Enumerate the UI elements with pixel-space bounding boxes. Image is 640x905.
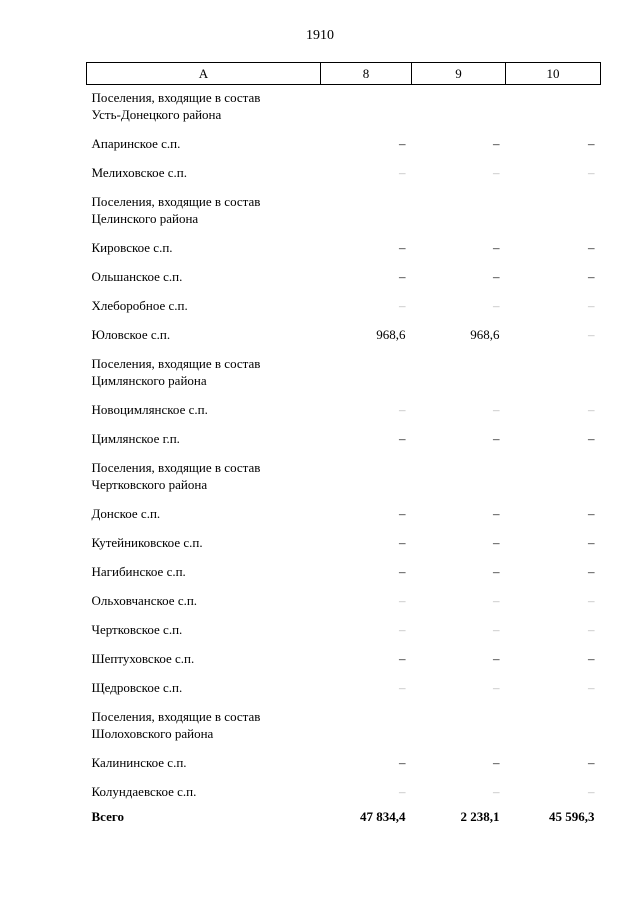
- value-col-8: –: [399, 402, 406, 417]
- group-title: [87, 355, 601, 389]
- value-col-9: –: [493, 269, 500, 284]
- group-title-line2: Цимлянского района: [91, 373, 207, 388]
- group-title-line1: Поселения, входящие в состав: [91, 460, 261, 475]
- table-row: [87, 326, 601, 343]
- table-header-row: [87, 63, 601, 85]
- value-col-10: –: [588, 622, 595, 637]
- total-col-10: 45 596,3: [549, 809, 595, 824]
- table-row: [87, 401, 601, 418]
- value-col-10: –: [588, 680, 595, 695]
- value-col-10: –: [588, 402, 595, 417]
- header-col-9: 9: [412, 63, 506, 85]
- settlement-name: Кутейниковское с.п.: [91, 535, 203, 550]
- settlement-name: Хлеборобное с.п.: [91, 298, 188, 313]
- value-col-10: –: [588, 240, 595, 255]
- value-col-9: –: [493, 431, 500, 446]
- group-header-row: [87, 355, 601, 389]
- value-col-9: –: [493, 622, 500, 637]
- table-row: [87, 563, 601, 580]
- value-col-8: –: [399, 622, 406, 637]
- table-row: [87, 164, 601, 181]
- table-row: [87, 679, 601, 696]
- value-col-10: –: [588, 269, 595, 284]
- value-col-10: –: [588, 564, 595, 579]
- value-col-8: –: [399, 240, 406, 255]
- value-col-8: –: [399, 564, 406, 579]
- group-title: [87, 708, 601, 742]
- table-row: [87, 592, 601, 609]
- total-row: [87, 808, 601, 825]
- settlement-name: Кировское с.п.: [91, 240, 173, 255]
- group-header-row: [87, 89, 601, 123]
- settlement-name: Щедровское с.п.: [91, 680, 183, 695]
- value-col-10: –: [588, 136, 595, 151]
- value-col-9: –: [493, 535, 500, 550]
- value-col-8: 968,6: [376, 327, 406, 342]
- settlement-name: Нагибинское с.п.: [91, 564, 186, 579]
- value-col-8: –: [399, 593, 406, 608]
- total-col-9: 2 238,1: [460, 809, 500, 824]
- group-title-line2: Чертковского района: [91, 477, 208, 492]
- settlement-name: Ольховчанское с.п.: [91, 593, 198, 608]
- settlement-name: Новоцимлянское с.п.: [91, 402, 208, 417]
- value-col-8: –: [399, 755, 406, 770]
- table-row: [87, 650, 601, 667]
- table-row: [87, 505, 601, 522]
- value-col-10: –: [588, 651, 595, 666]
- page-number: 1910: [306, 28, 334, 43]
- budget-table: [86, 62, 601, 825]
- value-col-10: –: [588, 431, 595, 446]
- group-header-row: [87, 193, 601, 227]
- value-col-9: –: [493, 755, 500, 770]
- group-title: [87, 89, 601, 123]
- settlement-name: Мелиховское с.п.: [91, 165, 188, 180]
- value-col-9: –: [493, 402, 500, 417]
- header-col-8: 8: [321, 63, 412, 85]
- settlement-name: Калининское с.п.: [91, 755, 187, 770]
- value-col-9: –: [493, 240, 500, 255]
- value-col-9: –: [493, 506, 500, 521]
- settlement-name: Донское с.п.: [91, 506, 161, 521]
- header-col-a: А: [87, 63, 321, 85]
- group-header-row: [87, 459, 601, 493]
- value-col-8: –: [399, 506, 406, 521]
- settlement-name: Шептуховское с.п.: [91, 651, 195, 666]
- value-col-8: –: [399, 651, 406, 666]
- value-col-10: –: [588, 298, 595, 313]
- settlement-name: Колундаевское с.п.: [91, 784, 197, 799]
- value-col-10: –: [588, 535, 595, 550]
- total-col-8: 47 834,4: [360, 809, 406, 824]
- table-row: [87, 430, 601, 447]
- group-title-line1: Поселения, входящие в состав: [91, 90, 261, 105]
- settlement-name: Чертковское с.п.: [91, 622, 183, 637]
- value-col-8: –: [399, 431, 406, 446]
- table-body: [87, 85, 601, 826]
- value-col-9: –: [493, 136, 500, 151]
- group-title-line2: Шолоховского района: [91, 726, 214, 741]
- value-col-10: –: [588, 755, 595, 770]
- value-col-9: –: [493, 784, 500, 799]
- table-row: [87, 534, 601, 551]
- value-col-9: –: [493, 564, 500, 579]
- value-col-10: –: [588, 327, 595, 342]
- value-col-10: –: [588, 593, 595, 608]
- value-col-8: –: [399, 269, 406, 284]
- value-col-8: –: [399, 680, 406, 695]
- table-row: [87, 297, 601, 314]
- value-col-9: –: [493, 298, 500, 313]
- table-row: [87, 268, 601, 285]
- settlement-name: Цимлянское г.п.: [91, 431, 180, 446]
- value-col-10: –: [588, 165, 595, 180]
- value-col-10: –: [588, 784, 595, 799]
- value-col-8: –: [399, 298, 406, 313]
- header-col-10: 10: [506, 63, 601, 85]
- group-title: [87, 193, 601, 227]
- table-row: [87, 754, 601, 771]
- value-col-9: –: [493, 165, 500, 180]
- value-col-8: –: [399, 136, 406, 151]
- value-col-8: –: [399, 165, 406, 180]
- group-header-row: [87, 708, 601, 742]
- value-col-8: –: [399, 784, 406, 799]
- group-title-line1: Поселения, входящие в состав: [91, 356, 261, 371]
- group-title-line2: Целинского района: [91, 211, 199, 226]
- value-col-8: –: [399, 535, 406, 550]
- group-title-line1: Поселения, входящие в состав: [91, 709, 261, 724]
- total-label: Всего: [91, 809, 124, 824]
- group-title: [87, 459, 601, 493]
- value-col-9: –: [493, 651, 500, 666]
- table-row: [87, 783, 601, 800]
- value-col-9: –: [493, 680, 500, 695]
- table-row: [87, 239, 601, 256]
- value-col-9: –: [493, 593, 500, 608]
- value-col-10: –: [588, 506, 595, 521]
- table-row: [87, 621, 601, 638]
- settlement-name: Ольшанское с.п.: [91, 269, 183, 284]
- value-col-9: 968,6: [470, 327, 500, 342]
- table-row: [87, 135, 601, 152]
- settlement-name: Юловское с.п.: [91, 327, 171, 342]
- group-title-line1: Поселения, входящие в состав: [91, 194, 261, 209]
- group-title-line2: Усть-Донецкого района: [91, 107, 222, 122]
- settlement-name: Апаринское с.п.: [91, 136, 181, 151]
